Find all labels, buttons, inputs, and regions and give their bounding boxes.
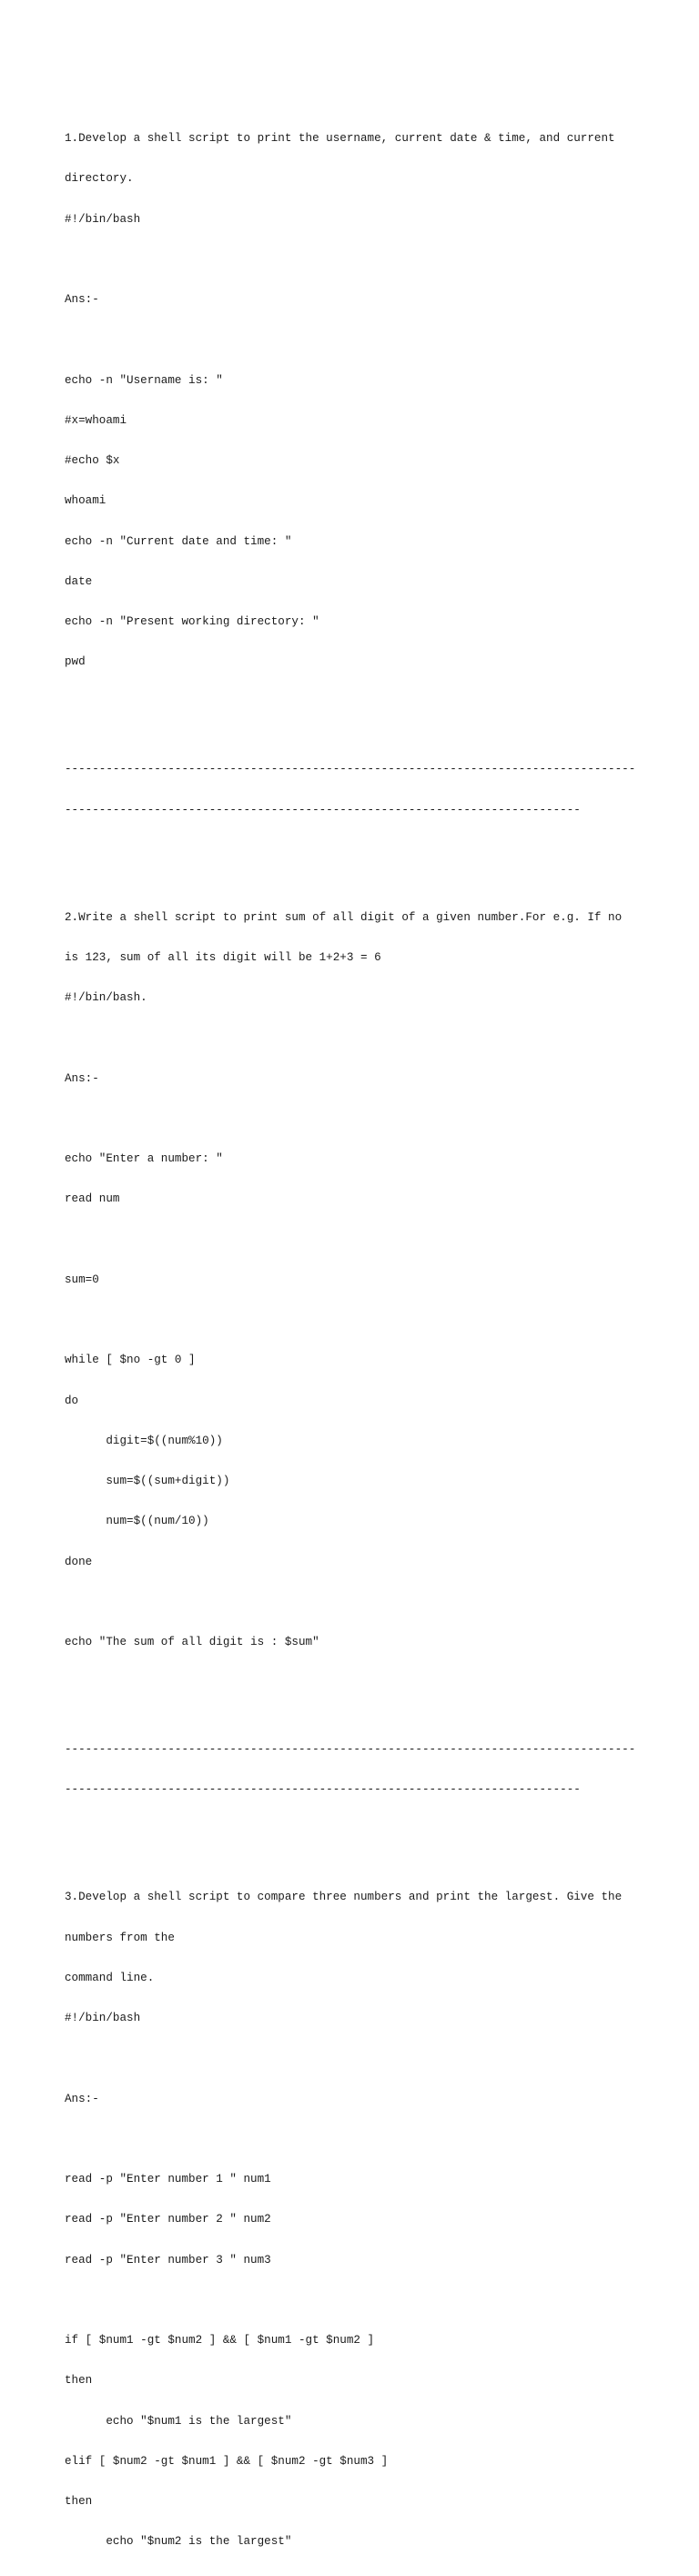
blank-line [65, 253, 656, 267]
q3-code-line: elif [ $num2 -gt $num1 ] && [ $num2 -gt $num3 ] [65, 2454, 389, 2468]
q3-question-line-1: 3.Develop a shell script to compare three numbers and print the largest. Give the [65, 1891, 623, 1904]
q3-code-line: read -p "Enter number 2 " num2 [65, 2213, 271, 2226]
q3-code-line: if [ $num1 -gt $num2 ] && [ $num1 -gt $num2 ] [65, 2334, 375, 2347]
q2-ans-label: Ans:- [65, 1071, 99, 1085]
blank-line [65, 2052, 656, 2065]
q2-shebang: #!/bin/bash. [65, 991, 147, 1004]
q3-code-line: echo "$num2 is the largest" [65, 2535, 292, 2549]
blank-line [65, 844, 656, 857]
q1-code-line: echo -n "Current date and time: " [65, 534, 292, 548]
q1-code-line: echo -n "Present working directory: " [65, 615, 319, 628]
q2-code-line: done [65, 1555, 93, 1568]
q2-code-line: sum=0 [65, 1273, 99, 1286]
q2-question-line-1: 2.Write a shell script to print sum of all digit of a given number.For e.g. If no [65, 910, 623, 924]
q1-code-line: date [65, 574, 93, 588]
q2-code-line: while [ $no -gt 0 ] [65, 1354, 196, 1367]
q3-question-line-3: command line. [65, 1971, 155, 1984]
q1-code-line: pwd [65, 655, 86, 669]
q2-code-line: read num [65, 1192, 120, 1206]
q1-shebang: #!/bin/bash [65, 212, 141, 226]
blank-line [65, 1596, 656, 1609]
q2-code-line: echo "The sum of all digit is : $sum" [65, 1636, 319, 1648]
separator-line: ----------------------------------------------------------------------------------- [65, 1743, 636, 1756]
blank-line [65, 1031, 656, 1045]
q2-code-line: num=$((num/10)) [65, 1515, 209, 1528]
q2-question-line-2: is 123, sum of all its digit will be 1+2+3 = 6 [65, 950, 381, 964]
q1-code-line: #x=whoami [65, 413, 127, 427]
q1-code-line: echo -n "Username is: " [65, 373, 223, 387]
blank-line [65, 1824, 656, 1838]
q3-question-line-2: numbers from the [65, 1931, 175, 1944]
blank-line [65, 2294, 656, 2307]
q1-code-line: whoami [65, 494, 106, 508]
q1-ans-label: Ans:- [65, 293, 99, 306]
document-page [65, 78, 656, 2576]
q3-code-line: then [65, 2374, 93, 2388]
blank-line [65, 1313, 656, 1327]
q3-code-line: echo "$num1 is the largest" [65, 2414, 292, 2428]
blank-line [65, 1233, 656, 1247]
q2-code-line: do [65, 1394, 79, 1407]
separator-line: ----------------------------------------------------------------------------------- [65, 763, 636, 776]
q3-code-line: then [65, 2495, 93, 2508]
q3-ans-label: Ans:- [65, 2092, 99, 2105]
q2-code-line: sum=$((sum+digit)) [65, 1475, 230, 1487]
separator-line: --------------------------------------------------------------------------- [65, 1783, 581, 1797]
q2-code-line: digit=$((num%10)) [65, 1434, 223, 1447]
q3-code-line: read -p "Enter number 1 " num1 [65, 2173, 271, 2186]
blank-line [65, 1676, 656, 1689]
blank-line [65, 2133, 656, 2146]
q3-code-line: read -p "Enter number 3 " num3 [65, 2253, 271, 2267]
blank-line [65, 1112, 656, 1126]
q1-question-line-1: 1.Develop a shell script to print the username, current date & time, and current [65, 132, 615, 145]
q2-code-line: echo "Enter a number: " [65, 1152, 223, 1165]
separator-line: --------------------------------------------------------------------------- [65, 803, 581, 816]
q1-question-line-2: directory. [65, 172, 134, 186]
blank-line [65, 333, 656, 347]
blank-line [65, 696, 656, 710]
q3-shebang: #!/bin/bash [65, 2012, 141, 2024]
q1-code-line: #echo $x [65, 454, 120, 467]
